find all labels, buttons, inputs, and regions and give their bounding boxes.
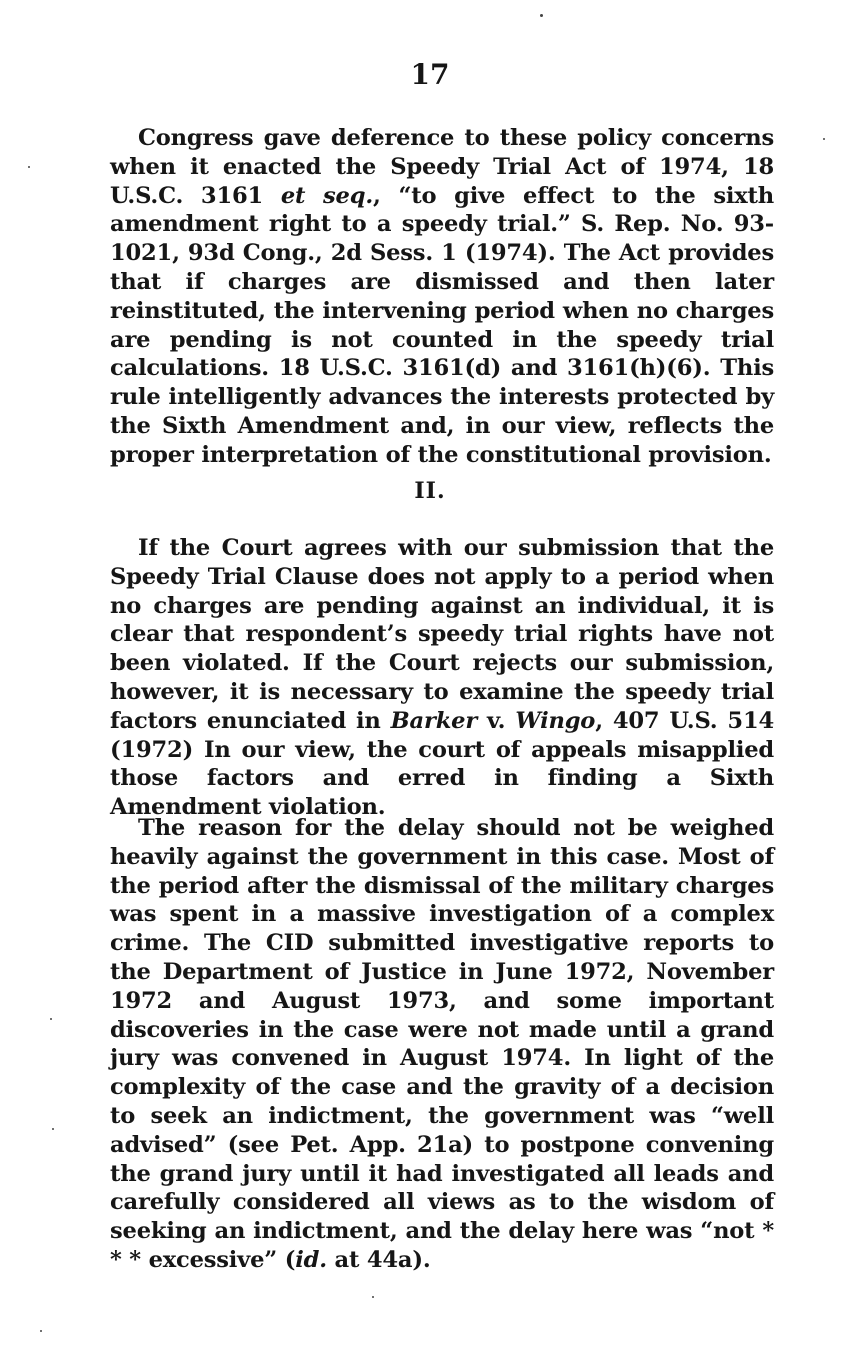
text-segment-italic: id.	[295, 1246, 327, 1273]
scan-speck	[52, 1128, 54, 1130]
paragraph-speedy-trial-act	[110, 124, 774, 470]
paragraph-court-submission	[110, 534, 774, 822]
section-heading: II.	[414, 478, 446, 504]
paragraph-text	[110, 814, 774, 1275]
paragraph-reason-for-delay	[110, 814, 774, 1275]
scan-speck	[372, 1296, 374, 1298]
scan-speck	[540, 14, 543, 17]
text-segment: The reason for the delay should not be weighed heavily against the government in this case. Most of the period after the dismissal of the military charges was spent in a massive investigation of a complex crime. The CID submitted investigative reports to the Department of Justice in June 1972, November 1972 and August 1973, and some important discoveries in the case were not made until a grand jury was convened in August 1974. In light of the complexity of the case and the gravity of a decision to seek an indictment, the government was “well advised” (see Pet. App. 21a) to postpone convening the grand jury until it had investigated all leads and carefully considered all views as to the wisdom of seeking an indictment, and the delay here was “not * * * excessive” (	[110, 815, 774, 1273]
text-segment: If the Court agrees with our submission that the Speedy Trial Clause does not apply to a period when no charges are pending against an individual, it is clear that respondent’s speedy trial rights have not been violated. If the Court rejects our submission, however, it is necessary to examine the speedy trial factors enunciated in	[110, 535, 774, 734]
page-number: 17	[410, 58, 450, 91]
scan-speck	[50, 1018, 52, 1020]
text-segment: , “to give effect to the sixth amendment right to a speedy trial.” S. Rep. No. 93-1021, 93d Cong., 2d Sess. 1 (1974). The Act provides that if charges are dismissed and then later reinstituted, the intervening period when no charges are pending is not counted in the speedy trial calculations. 18 U.S.C. 3161(d) and 3161(h)(6). This rule intelligently advances the interests protected by the Sixth Amendment and, in our view, reflects the proper interpretation of the constitutional provision.	[110, 182, 774, 468]
paragraph-text	[110, 534, 774, 822]
paragraph-text	[110, 124, 774, 470]
case-name-italic: Wingo	[515, 707, 596, 734]
text-segment: Congress gave deference to these policy concerns when it enacted the Speedy Trial Act of 1974, 18 U.S.C. 3161	[110, 125, 774, 209]
text-segment: , 407 U.S. 514 (1972) In our view, the court of appeals misapplied those factors and erred in finding a Sixth Amendment violation.	[110, 707, 774, 821]
text-segment: at 44a).	[326, 1246, 431, 1273]
text-segment-italic: et seq.	[280, 182, 373, 209]
scan-speck	[823, 138, 825, 140]
scan-speck	[28, 166, 30, 168]
case-name-italic: Barker	[390, 707, 478, 734]
text-segment: v.	[477, 707, 516, 734]
scan-speck	[40, 1330, 42, 1332]
